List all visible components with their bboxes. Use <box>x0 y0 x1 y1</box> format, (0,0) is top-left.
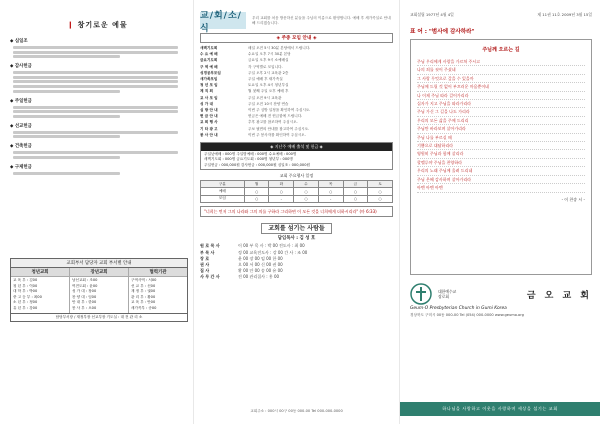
schedule-header-cell: 토 <box>368 181 393 188</box>
notice-key: 금요기도회 <box>200 58 218 63</box>
schedule-header-cell: 월 <box>244 181 269 188</box>
notice-key: 수 요 예 배 <box>200 52 218 57</box>
schedule-table <box>200 180 393 203</box>
staff-role: 장 로 <box>200 255 210 261</box>
department-item: 구역사역 : 서00 <box>131 278 157 282</box>
church-address: 경상북도 구미시 00동 000-00 Tel (054) 000-0000 www.geumo.org <box>410 313 524 317</box>
department-item: 봉 사 부 : 오00 <box>72 305 97 310</box>
schedule-cell: - <box>318 195 343 202</box>
hymn-line: 우리의 노래 주님께 올려 드리네 <box>417 167 585 175</box>
text-line <box>13 85 178 88</box>
church-name: 금 오 교 회 <box>526 290 592 301</box>
notice-key: 기 타 광 고 <box>200 126 218 131</box>
schedule-header-cell: 금 <box>343 181 368 188</box>
text-line <box>13 106 178 109</box>
offering-section-text <box>13 46 185 58</box>
department-column-title: 청년교회 <box>11 268 69 277</box>
department-item: 찬 양 대 : 임00 <box>72 294 97 299</box>
news-logo-sub: 우리 교회를 처음 방문하신 분들을 주님의 이름으로 환영합니다. 예배 후 새가족실로 안내해 드리겠습니다. <box>252 15 391 25</box>
notice-value: 매일 오전 5시 30분 본당에서 드립니다. <box>248 46 311 50</box>
offering-section-text <box>13 71 185 92</box>
cover-panel <box>400 0 600 424</box>
department-list <box>11 277 69 313</box>
schedule-row <box>201 195 393 202</box>
staff-role: 집 사 <box>200 268 210 274</box>
schedule-cell: ○ <box>244 195 269 202</box>
hymn-title: 주님께 오르는 길 <box>482 47 520 53</box>
notice-value: 헌금은 예배 전 헌금함에 드립니다. <box>248 114 303 119</box>
news-logo: 교/회/소/식 <box>200 12 246 29</box>
hymn-line: 영원히 주님과 함께 살리라 <box>417 150 585 158</box>
staff-names: 오 00 서 00 신 00 권 00 <box>238 262 283 268</box>
department-item: 선 교 부 : 신00 <box>131 283 156 288</box>
schedule-cell: ○ <box>269 188 294 195</box>
notice-list <box>200 45 393 138</box>
department-column-title: 협력기관 <box>129 268 187 277</box>
staff-role: 부 목 사 <box>200 249 215 255</box>
notice-title: ◈ 주중 모임 안내 ◈ <box>200 33 393 43</box>
schedule-body <box>201 188 393 202</box>
staff-role: 권 사 <box>200 262 210 268</box>
notice-key: 교 회 행 사 <box>200 120 218 125</box>
hymn-line: 할렐루야 주님을 찬양하라 <box>417 159 585 167</box>
schedule-cell: ○ <box>244 188 269 195</box>
schedule-cell: ○ <box>294 188 319 195</box>
text-line <box>13 135 120 138</box>
department-item: 재 정 부 : 권00 <box>131 289 156 294</box>
department-list <box>129 277 187 313</box>
hymn-line: 주님 가신 그 길을 나도 가리라 <box>417 108 585 116</box>
news-footer: 교회주소 : 000시 00구 00동 000-00 Tel 000-000-0000 <box>250 409 343 413</box>
offering-section-text <box>13 151 185 159</box>
schedule-header-cell: 수 <box>294 181 319 188</box>
hymn-line: 십자가 지고 주님을 따라가리라 <box>417 100 585 108</box>
staff-role: 원 로 목 사 <box>200 243 220 249</box>
title-bullet-icon: ❙ <box>67 21 75 29</box>
schedule-cell: ○ <box>343 188 368 195</box>
department-caption: 교회부서 담당자 교회 부서별 안내 <box>11 259 187 268</box>
hymn-line: 우리의 모든 삶을 주께 드리리 <box>417 117 585 125</box>
hymn-line: 주님께 드릴 것 없어 부끄러운 마음뿐이네 <box>417 83 585 91</box>
text-line <box>13 80 178 83</box>
notice-key: 성경공부모임 <box>200 70 221 75</box>
schedule-header-cell: 화 <box>269 181 294 188</box>
department-item: 관 리 부 : 황00 <box>131 294 156 299</box>
department-column <box>70 268 129 313</box>
offering-section-heading: ◆ 구제헌금 <box>10 164 32 170</box>
staff-names: 정 00 교육전도사 : 강 00 간 사 : 조 00 <box>238 249 308 255</box>
offering-section-heading: ◆ 건축헌금 <box>10 144 32 150</box>
hymn-signature: - 이 찬송 시 - <box>561 196 585 202</box>
staff-role: 사 무 간 사 <box>200 274 220 280</box>
notice-value: 주일 예배 후 새가족실 <box>248 77 283 82</box>
vision-bar: 하나님을 사랑하고 이웃을 사랑하며 세상을 섬기는 교회 <box>400 402 600 416</box>
staff-list <box>200 243 393 280</box>
notice-value: 주보 뒷면의 안내를 참고하여 주십시오. <box>248 126 310 131</box>
notice-value: 이번 주 심방 일정을 확인하여 주십시오. <box>248 108 311 113</box>
stat-line: 주일헌금 : 000,000원 감사헌금 : 000,000원 십일조 : 000,000원 <box>204 162 310 167</box>
department-column <box>11 268 70 313</box>
text-line <box>13 71 178 74</box>
hymn-line: 주님 나를 부르실 때 <box>417 134 585 142</box>
department-column-title: 장년교회 <box>70 268 128 277</box>
department-item: 교 육 부 : 안00 <box>131 300 156 305</box>
hymn-line: 그 사랑 무엇으로 갚을 수 있을까 <box>417 75 585 83</box>
schedule-caption: 교회 주요행사 일정 <box>279 173 314 179</box>
staff-title-text: 교회를 섬기는 사람들 <box>261 223 331 234</box>
department-item: 안 내 부 : 한00 <box>72 300 97 305</box>
founding-date: 교회설립 1977년 4월 4일 <box>410 12 454 17</box>
hymn-line: 나 이제 주님 따라 걸어가리라 <box>417 92 585 100</box>
schedule-cell: ○ <box>318 188 343 195</box>
schedule-row <box>201 188 393 195</box>
text-line <box>13 76 178 79</box>
notice-key: 구 역 예 배 <box>200 64 218 69</box>
schedule-cell: ○ <box>294 195 319 202</box>
pastor-name: 담임목사 : 김 성 호 <box>277 236 316 242</box>
stat-line: 새벽기도회 : 000명 금요기도회 : 000명 청년부 : 000명 <box>204 157 293 162</box>
schedule-header-row <box>201 181 393 188</box>
offering-section-heading: ◆ 선교헌금 <box>10 123 32 129</box>
department-item: 성 가 대 : 장00 <box>72 289 97 294</box>
hymn-line: 기쁨으로 대답하리라 <box>417 142 585 150</box>
notice-key: 봉 사 안 내 <box>200 132 218 137</box>
department-box <box>10 258 188 322</box>
text-line <box>13 172 120 175</box>
stat-box <box>200 142 393 170</box>
offering-section-heading: ◆ 십일조 <box>10 39 28 44</box>
text-line <box>13 156 120 159</box>
department-column <box>129 268 187 313</box>
department-item: 청 년 부 : 이00 <box>13 283 38 288</box>
schedule-cell: 모임 <box>201 195 245 202</box>
notice-value: 토요일 오후 4시 청년부실 <box>248 83 289 88</box>
church-denomination-2: 장로회 <box>438 294 450 299</box>
church-denomination: 대한예수교 <box>438 289 457 294</box>
notice-value: 금요일 오후 9시 소예배실 <box>248 58 289 63</box>
notice-key: 새가족모임 <box>200 77 218 82</box>
notice-key: 청 년 모 임 <box>200 83 218 88</box>
text-line <box>13 46 178 49</box>
notice-key: 교 사 모 임 <box>200 95 218 100</box>
department-item: 중 고 등 부 : 최00 <box>13 294 42 299</box>
hymn-line: 주님 은혜 감사하며 살아가리라 <box>417 176 585 184</box>
department-item: 대 학 부 : 박00 <box>13 289 38 294</box>
schedule-cell: ○ <box>343 195 368 202</box>
schedule-cell: 예배 <box>201 188 245 195</box>
offering-section-heading: ◆ 감사헌금 <box>10 64 32 70</box>
text-line <box>13 110 178 113</box>
staff-names: 이 00 부 목 사 : 박 00 전도사 : 최 00 <box>238 243 305 249</box>
hymn-line: 주님만 바라보며 살아가리라 <box>417 125 585 133</box>
schedule-cell: ○ <box>368 195 393 202</box>
staff-row <box>200 274 393 280</box>
offering-panel <box>0 0 194 424</box>
text-line <box>13 51 178 54</box>
offering-section-heading: ◆ 주일헌금 <box>10 98 32 104</box>
notice-key: 제 직 회 <box>200 89 213 94</box>
cover-top <box>410 12 592 17</box>
notice-value: 각 구역별로 모입니다. <box>248 64 283 69</box>
hymn-line: 주님 우리에게 사랑을 가르쳐 주시고 <box>417 58 585 66</box>
stat-line: 주일낮예배 : 000명 주일밤예배 : 000명 수요예배 : 000명 <box>204 152 297 157</box>
stat-title: ◈ 지난주 예배 출석 및 헌금 ◈ <box>201 143 392 151</box>
offering-section-text <box>13 106 185 118</box>
church-identity <box>410 283 592 305</box>
hymn-line: 나의 죄를 씻어 주셨네 <box>417 66 585 74</box>
text-line <box>13 151 178 154</box>
notice-value: 월 첫째 주일 오후 예배 후 <box>248 89 289 94</box>
stat-lines <box>201 151 392 169</box>
staff-names: 윤 00 장 00 임 00 한 00 <box>238 255 283 261</box>
staff-title <box>200 223 393 232</box>
notice-key: 심 방 안 내 <box>200 108 218 113</box>
notice-key: 헌 금 안 내 <box>200 114 218 119</box>
staff-names: 황 00 안 00 송 00 유 00 <box>238 268 283 274</box>
offering-sections <box>10 38 185 175</box>
offering-section-text <box>13 172 185 175</box>
hymn-line: 아멘 아멘 아멘 <box>417 184 585 192</box>
text-line <box>13 55 120 58</box>
schedule-cell: ○ <box>368 188 393 195</box>
department-item: 남선교회 : 조00 <box>72 278 98 282</box>
hymn-lines <box>417 58 585 193</box>
notice-key: 새벽기도회 <box>200 46 218 50</box>
offering-title <box>10 20 185 30</box>
scripture-quote: "너희는 먼저 그의 나라와 그의 의를 구하라 그리하면 이 모든 것을 너희에게 더하시리라" (마 6:33) <box>200 206 393 218</box>
notice-value: 추후 광고를 참조하여 주십시오. <box>248 120 298 125</box>
news-header <box>200 10 393 34</box>
hymn-box <box>410 39 592 275</box>
staff-names: 전 00 관리집사 : 홍 00 <box>238 274 280 280</box>
notice-value: 주일 오전 10시 찬양 연습 <box>248 101 289 106</box>
schedule-cell: - <box>269 195 294 202</box>
department-item: 교 육 부 : 김00 <box>13 278 38 282</box>
notice-value: 수요일 오후 7시 30분 본당 <box>248 52 291 57</box>
schedule-header-cell: 목 <box>318 181 343 188</box>
church-emblem-icon <box>410 283 432 305</box>
notice-row <box>200 132 393 138</box>
issue-number: 제 11권 11호 2009년 3월 15일 <box>537 12 592 17</box>
department-list <box>70 277 128 313</box>
department-footer: 담당부서장 / 재정부장 선교부장 기도실 : 대 전 관 리 소 <box>11 313 187 321</box>
offering-title-text: 창기로운 예물 <box>77 21 128 29</box>
church-name-wrap <box>438 289 521 299</box>
notice-key: 성 가 대 <box>200 101 213 106</box>
notice-value: 주일 오전 9시 교육관 <box>248 95 282 100</box>
department-item: 소 년 부 : 정00 <box>13 300 38 305</box>
church-english-name: Geum-O Presbyterian Church in Gumi Korea <box>410 306 507 311</box>
department-columns <box>11 268 187 313</box>
notice-value: 이번 주 봉사자를 확인하여 주십시오. <box>248 132 306 137</box>
department-item: 새가족부 : 송00 <box>131 305 157 310</box>
department-item: 여전도회 : 윤00 <box>72 283 98 288</box>
motto: 표 어 : "범사에 감사하라" <box>410 29 475 35</box>
notice-value: 주일 오후 2시 교육관 2층 <box>248 70 289 75</box>
department-item: 유 년 부 : 강00 <box>13 305 38 310</box>
text-line <box>13 115 120 118</box>
schedule-header-cell: 구분 <box>201 181 245 188</box>
offering-section-text <box>13 131 185 139</box>
text-line <box>13 90 120 93</box>
text-line <box>13 131 178 134</box>
news-panel <box>194 0 400 424</box>
